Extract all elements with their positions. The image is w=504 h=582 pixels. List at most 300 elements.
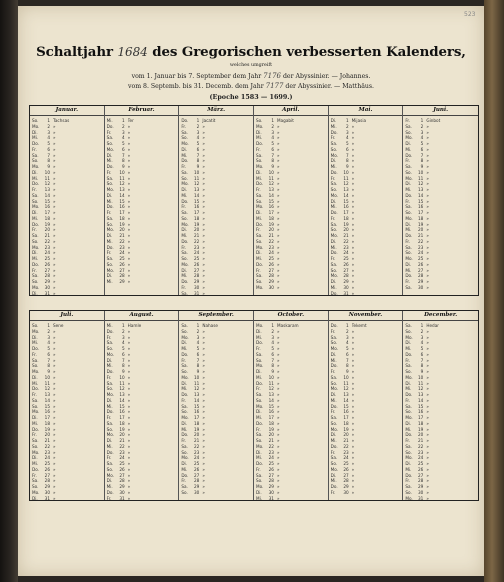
abyssinian-note: »: [127, 489, 131, 495]
abyssinian-note: »: [202, 187, 205, 192]
abyssinian-note: »: [351, 238, 355, 244]
abyssinian-note: »: [127, 397, 131, 403]
day-number: 4: [196, 340, 200, 346]
abyssinian-note: »: [351, 426, 355, 432]
abyssinian-note: »: [426, 135, 429, 141]
weekday-abbr: Fr.: [106, 129, 112, 135]
abyssinian-note: »: [351, 164, 355, 169]
abyssinian-note: »: [351, 409, 355, 415]
day-number: 30: [417, 489, 424, 495]
abyssinian-note: »: [426, 409, 429, 415]
day-number: 16: [343, 409, 349, 415]
weekday-abbr: Sa.: [181, 250, 188, 256]
abyssinian-note: »: [426, 340, 429, 346]
day-number: 22: [417, 238, 424, 244]
abyssinian-note: »: [426, 478, 429, 484]
weekday-abbr: Mi.: [106, 443, 113, 449]
day-number: 30: [343, 489, 349, 495]
weekday-abbr: Di.: [106, 152, 113, 158]
abyssinian-note: »: [53, 392, 56, 397]
weekday-abbr: Di.: [330, 432, 337, 438]
day-number: 23: [343, 449, 349, 455]
weekday-abbr: Di.: [255, 250, 262, 256]
abyssinian-note: »: [426, 164, 429, 169]
day-number: 12: [193, 181, 200, 187]
day-number: 31: [44, 495, 50, 500]
day-number: 15: [44, 403, 50, 409]
abyssinian-note: »: [426, 489, 429, 495]
abyssinian-note: »: [426, 181, 429, 187]
weekday-abbr: Do.: [181, 392, 189, 397]
month-column: [254, 106, 329, 295]
abyssinian-note: »: [351, 129, 355, 135]
abyssinian-note: »: [276, 198, 280, 204]
weekday-abbr: Mi.: [106, 279, 113, 284]
abyssinian-note: »: [426, 152, 429, 158]
abyssinian-note: »: [53, 403, 56, 409]
month-name: Februar.: [105, 106, 179, 116]
weekday-abbr: Di.: [255, 129, 262, 135]
weekday-abbr: Fr.: [106, 455, 112, 461]
abyssinian-note: »: [202, 233, 205, 238]
day-number: 10: [417, 169, 424, 175]
weekday-abbr: Mo.: [405, 135, 413, 141]
month-column: [403, 311, 478, 500]
weekday-abbr: Fr.: [106, 374, 112, 380]
weekday-abbr: Mo.: [330, 152, 339, 158]
weekday-abbr: Di.: [255, 409, 262, 415]
abyssinian-note: »: [426, 328, 429, 334]
abyssinian-note: »: [127, 472, 131, 478]
weekday-abbr: Sa.: [181, 403, 188, 409]
weekday-abbr: So.: [255, 279, 263, 284]
weekday-abbr: Di.: [106, 438, 113, 443]
abyssinian-note: »: [127, 129, 131, 135]
abyssinian-note: »: [426, 146, 429, 152]
era-line-1-year: 7176: [263, 72, 281, 80]
weekday-abbr: Mi.: [330, 204, 337, 210]
month-days: [30, 321, 104, 500]
abyssinian-note: »: [202, 363, 205, 369]
weekday-abbr: Mi.: [32, 256, 39, 261]
day-number: 17: [268, 415, 274, 420]
day-number: 21: [417, 233, 424, 238]
title-year: 1684: [117, 45, 148, 59]
abyssinian-note: »: [202, 415, 205, 420]
day-number: 16: [268, 204, 274, 210]
weekday-abbr: Mo.: [405, 334, 413, 340]
day-number: 15: [343, 198, 349, 204]
day-number: 27: [44, 267, 50, 273]
weekday-abbr: Di.: [330, 198, 337, 204]
weekday-abbr: Fr.: [405, 238, 411, 244]
weekday-abbr: Mi.: [330, 284, 337, 290]
weekday-abbr: Mo.: [405, 495, 413, 500]
month-column: [179, 106, 254, 295]
abyssinian-note: »: [202, 204, 205, 210]
day-number: 6: [47, 351, 50, 357]
day-number: 28: [119, 478, 125, 484]
day-number: 18: [119, 420, 125, 426]
abyssinian-note: »: [426, 158, 429, 164]
day-number: 29: [268, 484, 274, 489]
weekday-abbr: Sa.: [405, 284, 412, 290]
weekday-abbr: Mo.: [181, 455, 189, 461]
weekday-abbr: Fr.: [181, 204, 187, 210]
day-number: 2: [420, 328, 424, 334]
abyssinian-note: »: [127, 221, 131, 227]
day-number: 22: [193, 238, 200, 244]
abyssinian-note: »: [351, 169, 355, 175]
day-number: 8: [47, 158, 50, 164]
month-days: [254, 321, 328, 500]
day-number: 16: [268, 409, 274, 415]
day-number: 24: [119, 250, 125, 256]
abyssinian-note: »: [202, 221, 205, 227]
weekday-abbr: Do.: [106, 244, 114, 250]
day-number: 27: [193, 267, 200, 273]
weekday-abbr: Fr.: [181, 357, 187, 363]
weekday-abbr: Mo.: [181, 334, 189, 340]
weekday-abbr: Sa.: [106, 256, 114, 261]
day-number: 10: [268, 169, 274, 175]
abyssinian-note: »: [53, 181, 56, 187]
day-number: 30: [44, 489, 50, 495]
abyssinian-note: »: [53, 369, 56, 374]
abyssinian-note: »: [351, 267, 355, 273]
day-number: 4: [47, 135, 50, 141]
day-number: 20: [44, 432, 50, 438]
weekday-abbr: So.: [181, 215, 188, 221]
abyssinian-note: »: [53, 227, 56, 233]
day-number: 5: [121, 141, 125, 146]
weekday-abbr: Sa.: [181, 210, 188, 215]
abyssinian-note: Nahase: [202, 323, 219, 328]
calendar-table-jul-dec: [29, 310, 479, 501]
day-number: 3: [47, 334, 50, 340]
month-name: November.: [329, 311, 403, 321]
weekday-abbr: Di.: [405, 380, 412, 386]
abyssinian-note: »: [53, 290, 56, 295]
weekday-abbr: So.: [405, 369, 412, 374]
weekday-abbr: Do.: [106, 449, 114, 455]
day-number: 19: [119, 221, 125, 227]
abyssinian-note: »: [351, 346, 355, 351]
weekday-abbr: Di.: [330, 238, 337, 244]
day-number: 16: [343, 204, 349, 210]
day-number: 18: [343, 215, 349, 221]
abyssinian-note: »: [127, 369, 131, 374]
day-number: 23: [119, 244, 125, 250]
weekday-abbr: Di.: [330, 392, 337, 397]
weekday-abbr: So.: [330, 227, 338, 233]
weekday-abbr: Di.: [255, 210, 262, 215]
day-number: 7: [121, 152, 125, 158]
weekday-abbr: So.: [181, 369, 188, 374]
weekday-abbr: So.: [106, 466, 114, 472]
day-number: 3: [196, 129, 200, 135]
abyssinian-note: »: [351, 181, 355, 187]
abyssinian-note: »: [426, 198, 429, 204]
weekday-abbr: So.: [106, 426, 114, 432]
weekday-abbr: So.: [32, 198, 39, 204]
day-number: 23: [268, 449, 274, 455]
day-number: 10: [193, 169, 200, 175]
day-number: 24: [193, 455, 200, 461]
weekday-abbr: Sa.: [330, 415, 338, 420]
day-number: 8: [420, 158, 424, 164]
abyssinian-note: »: [351, 152, 355, 158]
abyssinian-note: »: [351, 227, 355, 233]
abyssinian-note: »: [276, 328, 280, 334]
day-number: 17: [193, 210, 200, 215]
weekday-abbr: Fr.: [330, 135, 336, 141]
weekday-abbr: Mi.: [330, 244, 337, 250]
weekday-abbr: Mo.: [32, 123, 40, 129]
day-number: 24: [44, 455, 50, 461]
abyssinian-note: »: [351, 363, 355, 369]
abyssinian-note: »: [276, 374, 280, 380]
weekday-abbr: Mi.: [330, 438, 337, 443]
weekday-abbr: Fr.: [181, 123, 187, 129]
day-number: 23: [44, 244, 50, 250]
day-number: 9: [271, 369, 274, 374]
weekday-abbr: Mo.: [181, 261, 189, 267]
weekday-abbr: Fr.: [106, 210, 112, 215]
abyssinian-note: Magabit: [276, 118, 294, 123]
weekday-abbr: Mo.: [181, 181, 189, 187]
day-number: 15: [417, 403, 424, 409]
day-number: 26: [119, 261, 125, 267]
weekday-abbr: Do.: [255, 141, 264, 146]
day-number: 13: [343, 187, 349, 192]
abyssinian-note: »: [127, 461, 131, 466]
abyssinian-note: »: [276, 449, 280, 455]
day-number: 5: [271, 141, 274, 146]
weekday-abbr: So.: [181, 449, 188, 455]
month-days: [179, 321, 253, 496]
abyssinian-note: »: [276, 397, 280, 403]
abyssinian-note: »: [276, 351, 280, 357]
day-number: 29: [119, 279, 125, 284]
day-number: 23: [193, 244, 200, 250]
day-number: 23: [268, 244, 274, 250]
weekday-abbr: So.: [405, 169, 412, 175]
abyssinian-note: »: [53, 169, 56, 175]
weekday-abbr: Fr.: [32, 187, 37, 192]
abyssinian-note: »: [276, 472, 280, 478]
day-number: 7: [420, 152, 424, 158]
weekday-abbr: So.: [32, 118, 39, 123]
day-number: 28: [119, 273, 125, 279]
day-number: 14: [343, 192, 349, 198]
abyssinian-note: »: [426, 403, 429, 409]
weekday-abbr: Sa.: [405, 204, 412, 210]
day-number: 30: [44, 284, 50, 290]
weekday-abbr: So.: [106, 221, 114, 227]
month-column: [179, 311, 254, 500]
weekday-abbr: So.: [181, 175, 188, 181]
weekday-abbr: Mi.: [255, 175, 263, 181]
abyssinian-note: »: [53, 123, 56, 129]
day-number: 27: [119, 472, 125, 478]
day-number: 9: [47, 164, 50, 169]
weekday-abbr: Fr.: [255, 227, 261, 233]
abyssinian-note: »: [202, 351, 205, 357]
abyssinian-note: »: [426, 392, 429, 397]
day-number: 20: [119, 432, 125, 438]
day-number: 5: [420, 346, 424, 351]
day-number: 22: [44, 443, 50, 449]
weekday-abbr: Sa.: [32, 152, 39, 158]
abyssinian-note: »: [351, 380, 355, 386]
month-column: [254, 311, 329, 500]
day-number: 21: [268, 233, 274, 238]
weekday-abbr: Mi.: [405, 146, 412, 152]
day-row: [30, 496, 104, 501]
weekday-abbr: Sa.: [106, 380, 114, 386]
day-number: 10: [119, 169, 125, 175]
abyssinian-note: »: [53, 397, 56, 403]
abyssinian-note: »: [127, 340, 131, 346]
weekday-abbr: So.: [32, 323, 39, 328]
abyssinian-note: »: [276, 192, 280, 198]
abyssinian-note: »: [351, 432, 355, 438]
day-number: 9: [196, 369, 200, 374]
abyssinian-note: »: [276, 221, 280, 227]
weekday-abbr: Fr.: [106, 415, 112, 420]
day-number: 20: [417, 227, 424, 233]
abyssinian-note: »: [127, 420, 131, 426]
weekday-abbr: So.: [106, 261, 114, 267]
weekday-abbr: Sa.: [255, 273, 263, 279]
day-number: 1: [121, 323, 125, 328]
day-number: 13: [417, 187, 424, 192]
month-days: [30, 116, 104, 295]
weekday-abbr: Di.: [32, 250, 38, 256]
weekday-abbr: Do.: [405, 351, 413, 357]
abyssinian-note: »: [276, 386, 280, 392]
day-number: 24: [44, 250, 50, 256]
era-line-1-after: der Abyssinier. — Johannes.: [282, 73, 371, 80]
weekday-abbr: Do.: [106, 409, 114, 415]
day-number: 5: [420, 141, 424, 146]
day-number: 10: [44, 374, 50, 380]
weekday-abbr: Mo.: [330, 346, 339, 351]
day-number: 13: [268, 392, 274, 397]
weekday-abbr: Sa.: [405, 123, 412, 129]
month-days: [254, 116, 328, 291]
weekday-abbr: Mi.: [106, 198, 113, 204]
abyssinian-note: »: [202, 152, 205, 158]
abyssinian-note: »: [426, 397, 429, 403]
abyssinian-note: »: [426, 215, 429, 221]
abyssinian-note: »: [127, 215, 131, 221]
day-number: 20: [44, 227, 50, 233]
day-number: 4: [47, 340, 50, 346]
abyssinian-note: »: [351, 386, 355, 392]
weekday-abbr: Di.: [255, 328, 262, 334]
day-row: [403, 285, 478, 291]
abyssinian-note: »: [426, 334, 429, 340]
day-number: 26: [44, 261, 50, 267]
abyssinian-note: »: [127, 233, 131, 238]
weekday-abbr: Fr.: [255, 426, 261, 432]
day-number: 16: [417, 409, 424, 415]
abyssinian-note: »: [53, 328, 56, 334]
abyssinian-note: »: [351, 221, 355, 227]
abyssinian-note: »: [127, 250, 131, 256]
calendar-page: [18, 6, 484, 576]
abyssinian-note: Ter: [127, 118, 134, 123]
abyssinian-note: »: [276, 146, 280, 152]
weekday-abbr: Do.: [405, 192, 413, 198]
day-number: 22: [44, 238, 50, 244]
day-number: 14: [44, 192, 50, 198]
weekday-abbr: Do.: [106, 369, 114, 374]
abyssinian-note: »: [351, 123, 355, 129]
book-edge: [484, 0, 504, 582]
abyssinian-note: »: [351, 198, 355, 204]
abyssinian-note: »: [276, 238, 280, 244]
weekday-abbr: Mo.: [106, 146, 115, 152]
weekday-abbr: Sa.: [255, 192, 263, 198]
weekday-abbr: Fr.: [330, 449, 336, 455]
weekday-abbr: Mi.: [32, 420, 39, 426]
day-number: 2: [420, 123, 424, 129]
weekday-abbr: So.: [255, 158, 263, 164]
abyssinian-note: »: [351, 472, 355, 478]
day-number: 6: [345, 351, 349, 357]
abyssinian-note: »: [127, 261, 131, 267]
abyssinian-note: »: [426, 233, 429, 238]
day-number: 29: [119, 484, 125, 489]
abyssinian-note: »: [426, 273, 429, 279]
weekday-abbr: Sa.: [32, 478, 39, 484]
day-number: 22: [268, 443, 274, 449]
abyssinian-note: »: [276, 175, 280, 181]
day-number: 19: [343, 426, 349, 432]
day-number: 22: [417, 443, 424, 449]
weekday-abbr: Do.: [405, 392, 413, 397]
abyssinian-note: »: [127, 256, 131, 261]
day-number: 9: [271, 164, 274, 169]
day-number: 18: [193, 215, 200, 221]
day-number: 5: [196, 346, 200, 351]
weekday-abbr: Sa.: [106, 135, 114, 141]
abyssinian-note: Maskaram: [276, 323, 299, 328]
day-number: 5: [196, 141, 200, 146]
weekday-abbr: Sa.: [330, 181, 338, 187]
weekday-abbr: Mo.: [330, 386, 339, 392]
abyssinian-note: »: [202, 369, 205, 374]
abyssinian-note: »: [276, 420, 280, 426]
day-number: 12: [343, 386, 349, 392]
abyssinian-note: »: [202, 380, 205, 386]
weekday-abbr: Fr.: [106, 250, 112, 256]
day-row: [403, 496, 478, 501]
weekday-abbr: Fr.: [405, 478, 411, 484]
day-number: 25: [417, 461, 424, 466]
day-number: 26: [343, 261, 349, 267]
abyssinian-note: »: [276, 466, 280, 472]
day-number: 2: [271, 328, 274, 334]
weekday-abbr: Do.: [255, 461, 264, 466]
weekday-abbr: Do.: [32, 466, 40, 472]
weekday-abbr: Mo.: [405, 215, 413, 221]
day-number: 3: [121, 334, 125, 340]
weekday-abbr: Mi.: [405, 267, 412, 273]
